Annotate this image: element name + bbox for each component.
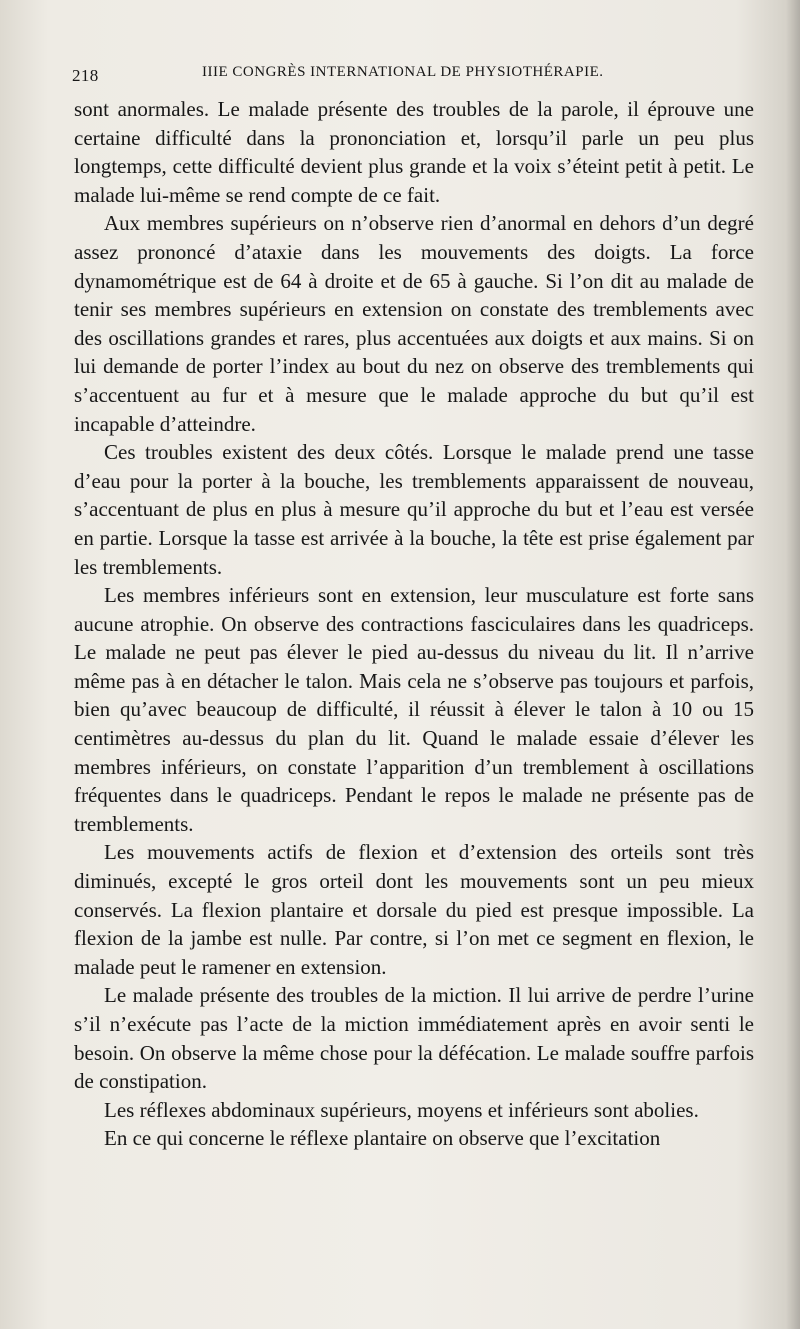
paragraph-6: Le malade présente des troubles de la miction. Il lui arrive de perdre l’urine s’il n’exécute pas l’acte de la miction immédiatement après en avoir senti le besoin. On observe la même chose pour la défécation. Le malade souffre parfois de constipation.: [74, 983, 754, 1094]
page-number: 218: [72, 66, 99, 85]
page-header: [72, 62, 762, 88]
paragraph-4: Les membres inférieurs sont en extension, leur musculature est forte sans aucune atrophie. On observe des contractions fasciculaires dans les quadriceps. Le malade ne peut pas élever le pied au-dessus du niveau du lit. Il n’arrive même pas à en détacher le talon. Mais cela ne s’observe pas toujours et parfois, bien qu’avec beaucoup de difficulté, il réussit à élever le talon à 10 ou 15 centimètres au-dessus du plan du lit. Quand le malade essaie d’élever les membres inférieurs, on constate l’apparition d’un tremblement à oscillations fréquentes dans le quadriceps. Pendant le repos le malade ne présente pas de tremblements.: [74, 583, 754, 836]
paragraph-2: Aux membres supérieurs on n’observe rien d’anormal en dehors d’un degré assez prononcé d’ataxie dans les mouvements des doigts. La force dynamométrique est de 64 à droite et de 65 à gauche. Si l’on dit au malade de tenir ses membres supérieurs en extension on constate des tremblements avec des oscillations grandes et rares, plus accentuées aux doigts et aux mains. Si on lui demande de porter l’index au bout du nez on observe des tremblements qui s’accentuent au fur et à mesure que le malade approche du but qu’il est incapable d’atteindre.: [74, 211, 754, 436]
body-text: [74, 95, 754, 1153]
page-edge-shadow: [786, 0, 800, 1329]
paragraph-7: Les réflexes abdominaux supérieurs, moyens et inférieurs sont abolies.: [104, 1097, 699, 1122]
running-title: IIIE CONGRÈS INTERNATIONAL DE PHYSIOTHÉRAPIE.: [202, 64, 604, 80]
paragraph-8: En ce qui concerne le réflexe plantaire on observe que l’excitation: [104, 1126, 661, 1151]
paragraph-3: Ces troubles existent des deux côtés. Lorsque le malade prend une tasse d’eau pour la porter à la bouche, les tremblements apparaissent de nouveau, s’accentuant de plus en plus à mesure qu’il approche du but et l’eau est versée en partie. Lorsque la tasse est arrivée à la bouche, la tête est prise également par les tremblements.: [74, 440, 754, 579]
paragraph-1: sont anormales. Le malade présente des troubles de la parole, il éprouve une certaine difficulté dans la prononciation et, lorsqu’il parle un peu plus longtemps, cette difficulté devient plus grande et la voix s’éteint petit à petit. Le malade lui-même se rend compte de ce fait.: [74, 97, 754, 207]
paragraph-5: Les mouvements actifs de flexion et d’extension des orteils sont très diminués, excepté le gros orteil dont les mouvements sont un peu mieux conservés. La flexion plantaire et dorsale du pied est presque impossible. La flexion de la jambe est nulle. Par contre, si l’on met ce segment en flexion, le malade peut le ramener en extension.: [74, 840, 754, 979]
